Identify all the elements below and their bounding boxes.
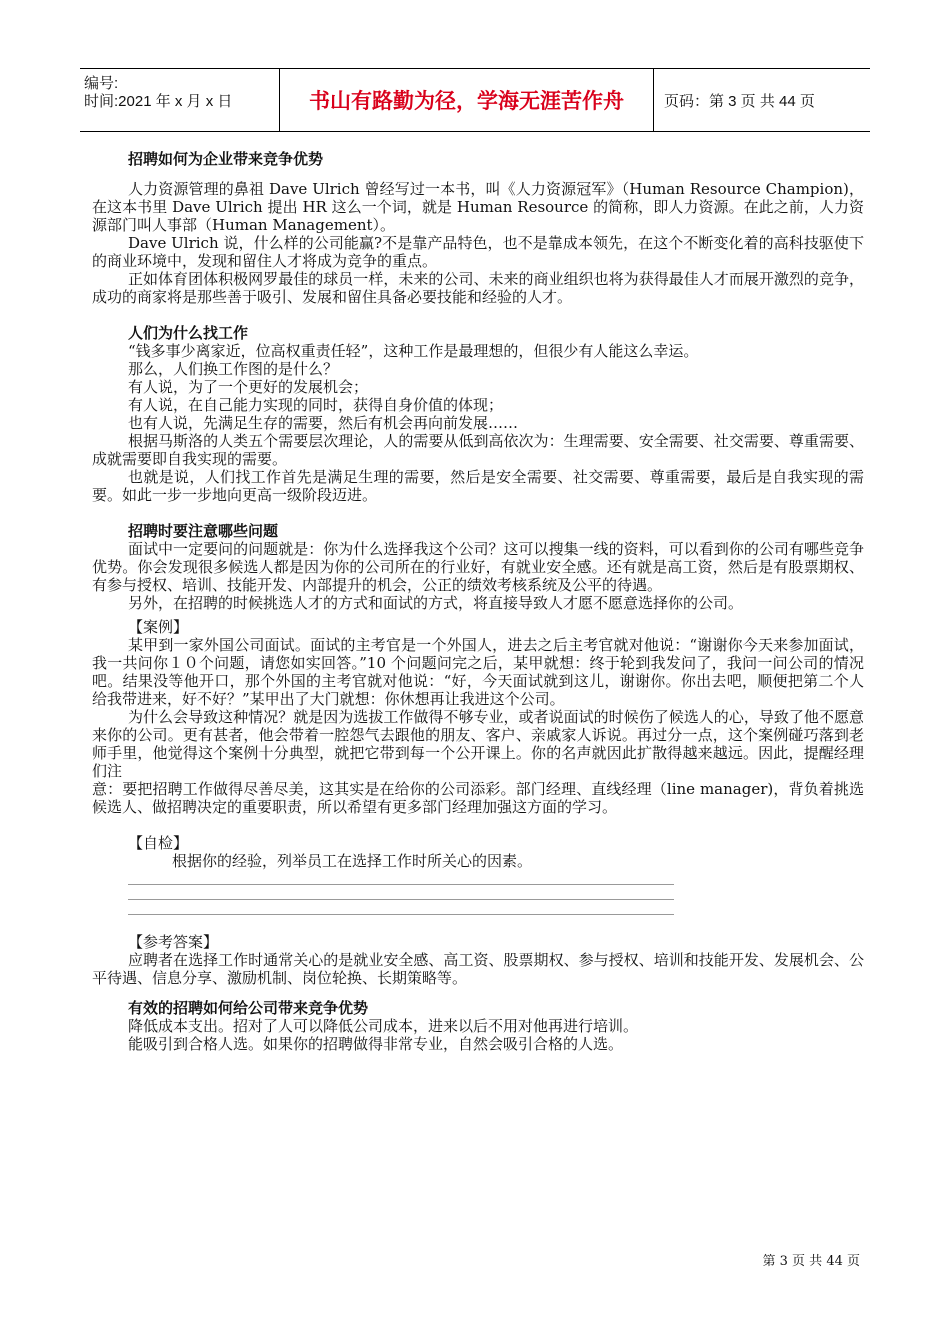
section-title-1: 招聘如何为企业带来竞争优势	[128, 150, 324, 168]
answer-line	[128, 885, 674, 900]
paragraph: 也就是说，人们找工作首先是满足生理的需要，然后是安全需要、社交需要、尊重需要，最后是自我实现的需要。如此一步一步地向更高一级阶段迈进。	[92, 468, 864, 504]
date-label: 时间:2021 年 x 月 x 日	[84, 93, 233, 110]
paragraph: 面试中一定要问的问题就是：你为什么选择我这个公司？这可以搜集一线的资料，可以看到你的公司有哪些竞争优势。你会发现很多候选人都是因为你的公司所在的行业好，有就业安全感。还有就是高工资，然后是有股票期权、有参与授权、培训、技能开发、内部提升的机会，公正的绩效考核系统及公平的待遇。	[92, 540, 864, 594]
reference-answer-label: 【参考答案】	[128, 933, 219, 951]
header-table	[80, 68, 870, 132]
paragraph: 意：要把招聘工作做得尽善尽美，这其实是在给你的公司添彩。部门经理、直线经理（line manager)，背负着挑选候选人、做招聘决定的重要职责，所以希望有更多部门经理加强这方面的学习。	[92, 780, 864, 816]
paragraph: “钱多事少离家近，位高权重责任轻”，这种工作是最理想的，但很少有人能这么幸运。	[128, 342, 699, 360]
section-title-2: 人们为什么找工作	[128, 324, 249, 342]
motto: 书山有路勤为径，学海无涯苦作舟	[280, 69, 654, 131]
paragraph: 那么，人们换工作图的是什么？	[128, 360, 339, 378]
self-check-question: 根据你的经验，列举员工在选择工作时所关心的因素。	[172, 852, 533, 870]
section-title-4: 有效的招聘如何给公司带来竞争优势	[128, 999, 369, 1017]
paragraph: 也有人说，先满足生存的需要，然后有机会再向前发展……	[128, 414, 519, 432]
document-body	[92, 150, 864, 1053]
list-item: 降低成本支出。招对了人可以降低公司成本，进来以后不用对他再进行培训。	[128, 1017, 639, 1035]
answer-line	[128, 900, 674, 915]
case-label: 【案例】	[128, 618, 189, 636]
section-title-3: 招聘时要注意哪些问题	[128, 522, 279, 540]
page-label: 页码：第 3 页 共 44 页	[664, 92, 815, 110]
paragraph: 另外，在招聘的时候挑选人才的方式和面试的方式，将直接导致人才愿不愿意选择你的公司。	[128, 594, 744, 612]
paragraph: Dave Ulrich 说，什么样的公司能赢?不是靠产品特色，也不是靠成本领先，在这个不断变化着的高科技驱使下的商业环境中，发现和留住人才将成为竞争的重点。	[92, 234, 864, 270]
paragraph: 根据马斯洛的人类五个需要层次理论，人的需要从低到高依次为：生理需要、安全需要、社交需要、尊重需要、成就需要即自我实现的需要。	[92, 432, 864, 468]
paragraph: 有人说，在自己能力实现的同时，获得自身价值的体现；	[128, 396, 504, 414]
list-item: 能吸引到合格人选。如果你的招聘做得非常专业，自然会吸引合格的人选。	[128, 1035, 624, 1053]
paragraph: 有人说，为了一个更好的发展机会；	[128, 378, 369, 396]
number-label: 编号:	[84, 75, 119, 92]
paragraph: 人力资源管理的鼻祖 Dave Ulrich 曾经写过一本书，叫《人力资源冠军》（Human Resource Champion)，在这本书里 Dave Ulrich 提出 HR 这么一个词，就是 Human Resource 的简称，即人力资源。在此之前，人力资源部门叫人事部（Human Management）。	[92, 180, 864, 234]
paragraph: 应聘者在选择工作时通常关心的是就业安全感、高工资、股票期权、参与授权、培训和技能开发、发展机会、公平待遇、信息分享、激励机制、岗位轮换、长期策略等。	[92, 951, 864, 987]
self-check-label: 【自检】	[128, 834, 189, 852]
answer-line	[128, 870, 674, 885]
paragraph: 某甲到一家外国公司面试。面试的主考官是一个外国人，进去之后主考官就对他说：“谢谢你今天来参加面试，我一共问你１０个问题，请您如实回答。”10 个问题问完之后，某甲就想：终于轮到我发问了，我问一问公司的情况吧。结果没等他开口，那个外国的主考官就对他说：“好，今天面试就到这儿，谢谢你。你出去吧，顺便把第二个人给我带进来，好不好？”某甲出了大门就想：你休想再让我进这个公司。	[92, 636, 864, 708]
header-left-cell	[80, 69, 280, 131]
paragraph: 为什么会导致这种情况？就是因为选拔工作做得不够专业，或者说面试的时候伤了候选人的心，导致了他不愿意来你的公司。更有甚者，他会带着一腔怨气去跟他的朋友、客户、亲戚家人诉说。再过分一点，这个案例碰巧落到老师手里，他觉得这个案例十分典型，就把它带到每一个公开课上。你的名声就因此扩散得越来越远。因此，提醒经理们注	[92, 708, 864, 780]
paragraph: 正如体育团体积极网罗最佳的球员一样，未来的公司、未来的商业组织也将为获得最佳人才而展开激烈的竞争，成功的商家将是那些善于吸引、发展和留住具备必要技能和经验的人才。	[92, 270, 864, 306]
page-footer: 第 3 页 共 44 页	[762, 1254, 860, 1269]
